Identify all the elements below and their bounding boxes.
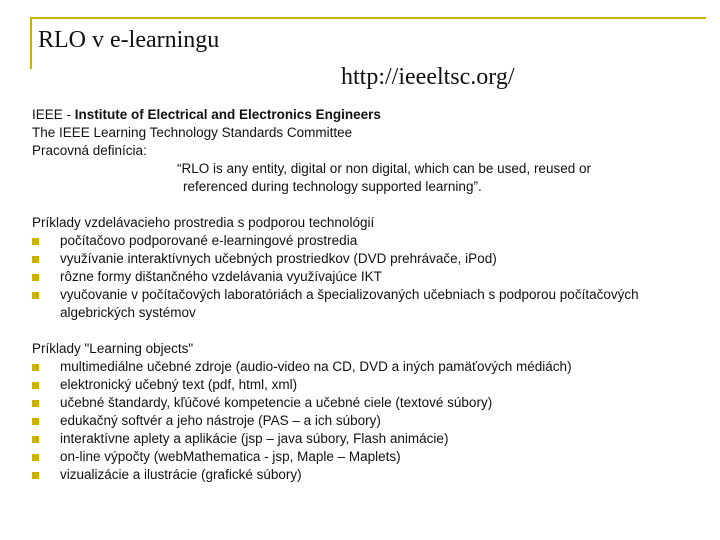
square-bullet-icon: [32, 382, 39, 389]
definition-quote: [32, 160, 702, 196]
slide-content: [32, 106, 702, 484]
title-frame-left-border: [30, 17, 32, 69]
list-item-text: on-line výpočty (webMathematica - jsp, Maple – Maplets): [60, 449, 401, 464]
square-bullet-icon: [32, 292, 39, 299]
examples-environment-list: [32, 232, 702, 322]
list-item: [32, 250, 702, 268]
list-item-text: multimediálne učebné zdroje (audio-video na CD, DVD a iných pamäťových médiách): [60, 359, 572, 374]
definition-quote-line-1: “RLO is any entity, digital or non digital, which can be used, reused or: [177, 161, 591, 176]
square-bullet-icon: [32, 274, 39, 281]
list-item: [32, 376, 702, 394]
list-item-text: vizualizácie a ilustrácie (grafické súbory): [60, 467, 302, 482]
ieee-full-name: Institute of Electrical and Electronics Engineers: [74, 107, 381, 122]
list-item: [32, 358, 702, 376]
examples-environment-heading: Príklady vzdelávacieho prostredia s podporou technológií: [32, 215, 375, 230]
list-item: [32, 268, 702, 286]
list-item-text: rôzne formy dištančného vzdelávania využívajúce IKT: [60, 269, 382, 284]
examples-learning-objects-heading: Príklady "Learning objects": [32, 341, 194, 356]
square-bullet-icon: [32, 238, 39, 245]
list-item: [32, 430, 702, 448]
list-item: [32, 448, 702, 466]
square-bullet-icon: [32, 400, 39, 407]
list-item-text: učebné štandardy, kľúčové kompetencie a učebné ciele (textové súbory): [60, 395, 493, 410]
slide-title: RLO v e-learningu: [38, 27, 220, 53]
list-item-text: počítačovo podporované e-learningové prostredia: [60, 233, 358, 248]
list-item: [32, 286, 702, 322]
list-item-text: edukačný softvér a jeho nástroje (PAS – a ich súbory): [60, 413, 381, 428]
list-item: [32, 412, 702, 430]
list-item-text: vyučovanie v počítačových laboratóriách a špecializovaných učebniach s podporou počítačových algebrických systémov: [60, 287, 639, 320]
square-bullet-icon: [32, 364, 39, 371]
list-item: [32, 394, 702, 412]
square-bullet-icon: [32, 472, 39, 479]
committee-line: The IEEE Learning Technology Standards Committee: [32, 125, 353, 140]
definition-label: Pracovná definícia:: [32, 143, 147, 158]
ieee-prefix: IEEE -: [32, 107, 75, 122]
square-bullet-icon: [32, 436, 39, 443]
list-item-text: využívanie interaktívnych učebných prostriedkov (DVD prehrávače, iPod): [60, 251, 497, 266]
square-bullet-icon: [32, 418, 39, 425]
ieee-line: [32, 106, 702, 124]
source-url: http://ieeeltsc.org/: [341, 64, 515, 90]
definition-quote-line-2: referenced during technology supported learning”.: [183, 179, 482, 194]
square-bullet-icon: [32, 454, 39, 461]
title-frame-top-border: [30, 17, 706, 19]
list-item-text: elektronický učebný text (pdf, html, xml): [60, 377, 298, 392]
examples-learning-objects-list: [32, 358, 702, 484]
list-item: [32, 466, 702, 484]
square-bullet-icon: [32, 256, 39, 263]
list-item: [32, 232, 702, 250]
list-item-text: interaktívne aplety a aplikácie (jsp – java súbory, Flash animácie): [60, 431, 449, 446]
